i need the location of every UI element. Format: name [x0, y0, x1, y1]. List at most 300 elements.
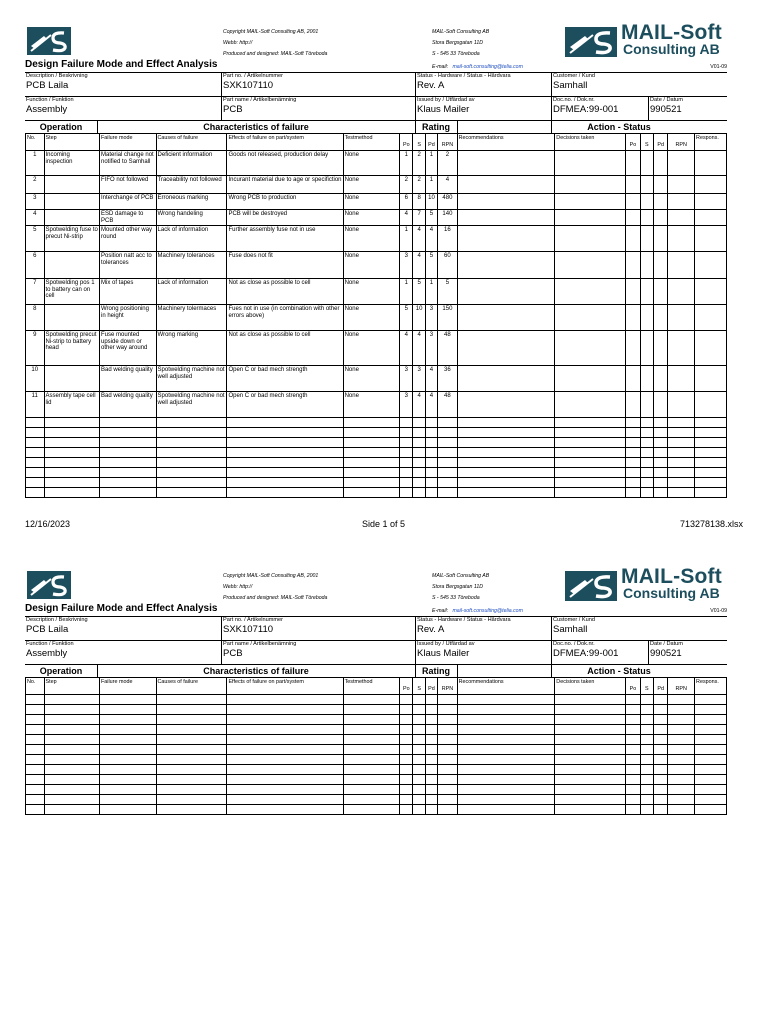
blank-cell: [156, 428, 227, 438]
blank-cell: [653, 795, 667, 805]
blank-cell: [343, 755, 400, 765]
blank-cell: [457, 775, 555, 785]
row-s: 7: [413, 210, 425, 226]
row-po: 5: [400, 305, 413, 331]
blank-cell: [413, 735, 425, 745]
row-failure-mode: Position natt acc to tolerances: [100, 252, 157, 279]
web-line: Webb: http://: [223, 584, 253, 590]
row-empty-cell: [626, 194, 640, 210]
blank-cell: [668, 775, 695, 785]
issued-by-field: [417, 97, 475, 115]
blank-cell: [26, 695, 45, 705]
blank-cell: [653, 468, 667, 478]
row-empty-cell: [555, 331, 626, 366]
fmea-blank-row: [26, 755, 727, 765]
blank-cell: [413, 805, 425, 815]
row-failure-mode: Material change not notified to Samhall: [100, 151, 157, 176]
blank-cell: [653, 448, 667, 458]
row-empty-cell: [695, 176, 727, 194]
email-link[interactable]: mail-soft.consulting@telia.com: [452, 608, 523, 614]
mail-soft-logo-small: [27, 571, 71, 599]
function-value: Assembly: [26, 104, 68, 115]
blank-cell: [227, 745, 343, 755]
fmea-row: [26, 392, 727, 418]
date-value: 990521: [650, 648, 682, 659]
row-empty-cell: [653, 176, 667, 194]
blank-cell: [44, 805, 100, 815]
blank-cell: [156, 725, 227, 735]
blank-cell: [438, 705, 458, 715]
issued-by-field: [417, 641, 475, 659]
blank-cell: [640, 438, 653, 448]
blank-cell: [425, 765, 437, 775]
blank-cell: [668, 438, 695, 448]
blank-cell: [640, 785, 653, 795]
row-effect: Open C or bad mech strength: [227, 392, 343, 418]
blank-cell: [653, 805, 667, 815]
blank-cell: [668, 785, 695, 795]
col-po: Po: [400, 134, 413, 151]
blank-cell: [457, 755, 555, 765]
fmea-table: [25, 677, 727, 815]
row-empty-cell: [640, 226, 653, 252]
company-address: [432, 27, 489, 60]
row-empty-cell: [626, 226, 640, 252]
blank-cell: [26, 795, 45, 805]
company-name-line: MAIL-Soft Consulting AB: [432, 29, 490, 35]
sheet-header: [25, 565, 727, 693]
blank-cell: [425, 438, 437, 448]
row-cause: Erroneous marking: [156, 194, 227, 210]
blank-cell: [653, 755, 667, 765]
blank-cell: [44, 418, 100, 428]
blank-cell: [695, 488, 727, 498]
blank-cell: [653, 695, 667, 705]
row-empty-cell: [653, 226, 667, 252]
blank-cell: [425, 488, 437, 498]
row-pd: 1: [425, 151, 437, 176]
blank-cell: [343, 468, 400, 478]
row-step: Spotwelding pos 1 to battery can on cell: [44, 279, 100, 305]
row-empty-cell: [457, 226, 555, 252]
blank-cell: [100, 765, 157, 775]
blank-cell: [425, 725, 437, 735]
blank-cell: [457, 428, 555, 438]
fmea-blank-row: [26, 785, 727, 795]
customer-label: Customer / Kund: [553, 73, 595, 79]
blank-cell: [640, 695, 653, 705]
blank-cell: [156, 458, 227, 468]
blank-cell: [668, 765, 695, 775]
row-empty-cell: [626, 151, 640, 176]
fmea-row: [26, 305, 727, 331]
row-pd: 3: [425, 305, 437, 331]
col-respons: Respons.: [695, 678, 727, 695]
section-rating: Rating: [422, 666, 450, 676]
blank-cell: [26, 805, 45, 815]
blank-cell: [343, 488, 400, 498]
blank-cell: [100, 805, 157, 815]
issued-by-value: Klaus Mailer: [417, 104, 470, 115]
blank-cell: [668, 705, 695, 715]
row-rpn: 5: [438, 279, 458, 305]
blank-cell: [626, 715, 640, 725]
blank-cell: [400, 715, 413, 725]
function-label: Function / Funktion: [26, 641, 74, 647]
blank-cell: [555, 418, 626, 428]
city-line: S - 545 33 Töreboda: [432, 595, 480, 601]
part-no-label: Part no. / Artikelnummer: [223, 617, 283, 623]
customer-field: [553, 73, 595, 91]
company-name-line: MAIL-Soft Consulting AB: [432, 573, 490, 579]
blank-cell: [156, 478, 227, 488]
row-empty-cell: [668, 210, 695, 226]
row-po: 1: [400, 279, 413, 305]
blank-cell: [156, 705, 227, 715]
blank-cell: [668, 468, 695, 478]
part-no-field: [223, 617, 283, 635]
row-po: 2: [400, 176, 413, 194]
blank-cell: [26, 765, 45, 775]
blank-cell: [156, 418, 227, 428]
blank-cell: [44, 725, 100, 735]
blank-cell: [156, 468, 227, 478]
street-line: Stora Bergsgatan 11D: [432, 40, 483, 46]
fmea-blank-row: [26, 795, 727, 805]
row-empty-cell: [555, 194, 626, 210]
blank-cell: [44, 795, 100, 805]
row-pd: 4: [425, 392, 437, 418]
blank-cell: [640, 448, 653, 458]
row-empty-cell: [626, 176, 640, 194]
row-step: Spotwelding fuse to precut Ni-strip: [44, 226, 100, 252]
blank-cell: [695, 478, 727, 488]
blank-cell: [457, 438, 555, 448]
blank-cell: [156, 805, 227, 815]
blank-cell: [457, 468, 555, 478]
blank-cell: [413, 695, 425, 705]
blank-cell: [626, 745, 640, 755]
blank-cell: [227, 438, 343, 448]
blank-cell: [343, 735, 400, 745]
row-po: 4: [400, 210, 413, 226]
blank-cell: [695, 755, 727, 765]
row-pd: 1: [425, 176, 437, 194]
row-empty-cell: [640, 252, 653, 279]
fmea-blank-row: [26, 418, 727, 428]
row-empty-cell: [668, 392, 695, 418]
row-testmethod: None: [343, 366, 400, 392]
row-empty-cell: [626, 366, 640, 392]
row-pd: 4: [425, 226, 437, 252]
blank-cell: [343, 795, 400, 805]
blank-cell: [626, 735, 640, 745]
blank-cell: [653, 775, 667, 785]
row-no: 9: [26, 331, 45, 366]
blank-cell: [156, 735, 227, 745]
blank-cell: [425, 755, 437, 765]
blank-cell: [695, 785, 727, 795]
blank-cell: [44, 745, 100, 755]
blank-cell: [400, 795, 413, 805]
blank-cell: [425, 695, 437, 705]
row-testmethod: None: [343, 194, 400, 210]
row-empty-cell: [640, 176, 653, 194]
blank-cell: [425, 805, 437, 815]
status-value: Rev. A: [417, 80, 445, 91]
description-value: PCB Laila: [26, 624, 69, 635]
blank-cell: [227, 458, 343, 468]
row-empty-cell: [457, 392, 555, 418]
blank-cell: [438, 458, 458, 468]
row-testmethod: None: [343, 210, 400, 226]
blank-cell: [343, 448, 400, 458]
col-failure-mode: Failure mode: [100, 678, 157, 695]
row-s: 8: [413, 194, 425, 210]
blank-cell: [640, 715, 653, 725]
blank-cell: [44, 765, 100, 775]
blank-cell: [640, 418, 653, 428]
blank-cell: [668, 695, 695, 705]
section-operation: Operation: [39, 666, 83, 676]
blank-cell: [695, 438, 727, 448]
blank-cell: [626, 705, 640, 715]
col-po-after: Po: [626, 134, 640, 151]
blank-cell: [695, 715, 727, 725]
col-effects: Effects of failure on part/system: [227, 678, 343, 695]
row-empty-cell: [640, 305, 653, 331]
sheet-page-1: [25, 21, 727, 406]
blank-cell: [668, 478, 695, 488]
row-effect: Further assembly fuse not in use: [227, 226, 343, 252]
blank-cell: [400, 765, 413, 775]
blank-cell: [413, 725, 425, 735]
row-empty-cell: [668, 331, 695, 366]
fmea-blank-row: [26, 468, 727, 478]
blank-cell: [400, 735, 413, 745]
blank-cell: [457, 478, 555, 488]
blank-cell: [100, 785, 157, 795]
blank-cell: [626, 428, 640, 438]
blank-cell: [695, 448, 727, 458]
col-rpn: RPN: [438, 134, 458, 151]
row-empty-cell: [457, 279, 555, 305]
row-po: 4: [400, 331, 413, 366]
row-no: 4: [26, 210, 45, 226]
row-empty-cell: [695, 252, 727, 279]
blank-cell: [425, 715, 437, 725]
blank-cell: [26, 468, 45, 478]
row-testmethod: None: [343, 252, 400, 279]
blank-cell: [156, 438, 227, 448]
row-empty-cell: [653, 279, 667, 305]
row-empty-cell: [668, 366, 695, 392]
row-empty-cell: [653, 210, 667, 226]
blank-cell: [626, 418, 640, 428]
row-empty-cell: [653, 331, 667, 366]
blank-cell: [26, 458, 45, 468]
row-empty-cell: [555, 210, 626, 226]
web-line: Webb: http://: [223, 40, 253, 46]
customer-label: Customer / Kund: [553, 617, 595, 623]
blank-cell: [400, 438, 413, 448]
row-step: Incoming inspection: [44, 151, 100, 176]
blank-cell: [555, 735, 626, 745]
doc-no-label: Doc.no. / Dok.nr.: [553, 641, 595, 647]
row-pd: 5: [425, 210, 437, 226]
blank-cell: [626, 775, 640, 785]
row-empty-cell: [695, 331, 727, 366]
blank-cell: [156, 488, 227, 498]
row-pd: 10: [425, 194, 437, 210]
section-characteristics: Characteristics of failure: [203, 666, 309, 676]
brand-logo-icon: [565, 571, 617, 601]
copyright-line: Copyright MAIL-Soft Consulting AB, 2001: [223, 29, 319, 35]
city-line: S - 545 33 Töreboda: [432, 51, 480, 57]
row-po: 6: [400, 194, 413, 210]
row-cause: Wrong handeling: [156, 210, 227, 226]
blank-cell: [227, 765, 343, 775]
blank-cell: [438, 725, 458, 735]
column-header-row: [26, 678, 727, 695]
row-empty-cell: [640, 151, 653, 176]
row-rpn: 150: [438, 305, 458, 331]
fmea-blank-row: [26, 745, 727, 755]
row-empty-cell: [457, 331, 555, 366]
blank-cell: [668, 745, 695, 755]
blank-cell: [26, 775, 45, 785]
blank-cell: [413, 795, 425, 805]
blank-cell: [400, 805, 413, 815]
row-effect: Fuse does not fit: [227, 252, 343, 279]
doc-no-field: [553, 97, 618, 115]
row-empty-cell: [457, 210, 555, 226]
row-empty-cell: [457, 305, 555, 331]
doc-no-value: DFMEA:99-001: [553, 104, 619, 115]
row-empty-cell: [695, 194, 727, 210]
row-empty-cell: [668, 252, 695, 279]
part-name-value: PCB: [223, 648, 243, 659]
col-s-after: S: [640, 134, 653, 151]
blank-cell: [413, 438, 425, 448]
footer-page: Side 1 of 5: [362, 519, 406, 529]
blank-cell: [100, 795, 157, 805]
row-effect: Open C or bad mech strength: [227, 366, 343, 392]
blank-cell: [653, 478, 667, 488]
blank-cell: [438, 428, 458, 438]
blank-cell: [100, 695, 157, 705]
blank-cell: [413, 468, 425, 478]
row-cause: Lack of information: [156, 226, 227, 252]
blank-cell: [555, 695, 626, 705]
blank-cell: [555, 775, 626, 785]
row-empty-cell: [626, 331, 640, 366]
blank-cell: [400, 755, 413, 765]
street-line: Stora Bergsgatan 11D: [432, 584, 483, 590]
row-po: 3: [400, 392, 413, 418]
blank-cell: [227, 785, 343, 795]
fmea-row: [26, 366, 727, 392]
col-pd: Pd: [425, 678, 437, 695]
row-step: Spotwelding precut Ni-strip to battery head: [44, 331, 100, 366]
brand-subname: Consulting AB: [623, 585, 720, 601]
email-link[interactable]: mail-soft.consulting@telia.com: [452, 64, 523, 70]
blank-cell: [100, 725, 157, 735]
blank-cell: [555, 428, 626, 438]
blank-cell: [457, 488, 555, 498]
blank-cell: [555, 468, 626, 478]
blank-cell: [227, 428, 343, 438]
blank-cell: [227, 805, 343, 815]
blank-cell: [626, 448, 640, 458]
blank-cell: [100, 418, 157, 428]
brand-subname: Consulting AB: [623, 41, 720, 57]
blank-cell: [44, 735, 100, 745]
section-operation: Operation: [39, 122, 83, 132]
row-testmethod: None: [343, 151, 400, 176]
customer-value: Samhall: [553, 80, 588, 91]
blank-cell: [156, 755, 227, 765]
blank-cell: [640, 805, 653, 815]
blank-cell: [100, 458, 157, 468]
row-no: 3: [26, 194, 45, 210]
row-failure-mode: Bad welding quality: [100, 366, 157, 392]
blank-cell: [343, 438, 400, 448]
date-label: Date / Datum: [650, 97, 683, 103]
blank-cell: [457, 795, 555, 805]
blank-cell: [640, 705, 653, 715]
row-rpn: 60: [438, 252, 458, 279]
email-line: [432, 64, 523, 70]
row-testmethod: None: [343, 279, 400, 305]
blank-cell: [653, 745, 667, 755]
row-empty-cell: [457, 151, 555, 176]
fmea-blank-row: [26, 725, 727, 735]
blank-cell: [44, 448, 100, 458]
blank-cell: [343, 745, 400, 755]
row-pd: 1: [425, 279, 437, 305]
col-po-after: Po: [626, 678, 640, 695]
blank-cell: [555, 478, 626, 488]
row-empty-cell: [668, 279, 695, 305]
blank-cell: [413, 478, 425, 488]
row-s: 2: [413, 151, 425, 176]
blank-cell: [668, 428, 695, 438]
fmea-row: [26, 210, 727, 226]
blank-cell: [26, 705, 45, 715]
fmea-row: [26, 226, 727, 252]
fmea-blank-row: [26, 488, 727, 498]
blank-cell: [626, 795, 640, 805]
blank-cell: [400, 448, 413, 458]
footer-date: 12/16/2023: [25, 519, 71, 529]
blank-cell: [100, 775, 157, 785]
blank-cell: [343, 695, 400, 705]
blank-cell: [413, 745, 425, 755]
blank-cell: [668, 725, 695, 735]
row-empty-cell: [626, 210, 640, 226]
copyright-block: [223, 27, 327, 60]
col-causes: Causes of failure: [156, 678, 227, 695]
fmea-blank-row: [26, 735, 727, 745]
company-address: [432, 571, 489, 604]
row-empty-cell: [555, 279, 626, 305]
col-effects: Effects of failure on part/system: [227, 134, 343, 151]
blank-cell: [555, 458, 626, 468]
blank-cell: [44, 785, 100, 795]
doc-no-value: DFMEA:99-001: [553, 648, 619, 659]
blank-cell: [555, 785, 626, 795]
